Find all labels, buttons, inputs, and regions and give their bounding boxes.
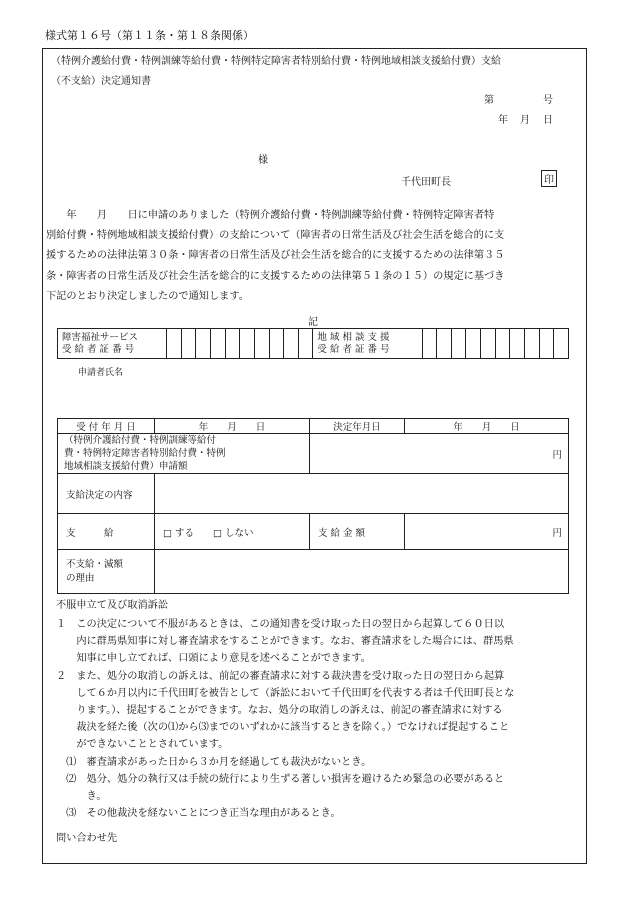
decision-table	[57, 418, 569, 594]
appeal-line: １ この決定について不服があるときは、この通知書を受け取った日の翌日から起算して６０日以	[56, 619, 505, 630]
addressee-suffix: 様	[258, 155, 268, 166]
appeal-line: き。	[56, 791, 107, 803]
number-dai: 第	[484, 95, 494, 106]
application-amount-label	[58, 434, 310, 474]
decision-content-label: 支給決定の内容	[58, 474, 155, 514]
document-title: （特例介護給付費・特例訓練等給付費・特例特定障害者特別給付費・特例地域相談支援給付費）支給	[51, 56, 501, 67]
appeal-line: ２ また、処分の取消しの訴えは、前記の審査請求に対する裁決書を受け取った日の翌日から起算	[56, 670, 505, 682]
body-line: 条・障害者の日常生活及び社会生活を総合的に支援するための法律第５１条の１５）の規定に基づき	[46, 270, 505, 282]
date-day: 日	[543, 115, 553, 126]
regional-cert-label	[313, 329, 422, 359]
payment-label: 支 給	[58, 514, 155, 550]
label-line: 費・特例特定障害者特別給付費・特例	[64, 448, 226, 459]
label-line: 障害福祉サービス	[62, 331, 139, 343]
issuer-name: 千代田町長	[401, 177, 451, 188]
decision-content-value[interactable]	[155, 474, 569, 514]
digit-cell[interactable]	[524, 329, 539, 359]
digit-cell[interactable]	[167, 329, 182, 359]
form-number: 様式第１６号（第１１条・第１８条関係）	[45, 29, 254, 42]
appeal-line: ⑵ 処分、処分の執行又は手続の続行により生ずる著しい損害を避けるため緊急の必要があると	[56, 773, 505, 785]
received-date-label: 受 付 年 月 日	[58, 419, 155, 434]
digit-cell[interactable]	[539, 329, 554, 359]
digit-cell[interactable]	[495, 329, 510, 359]
digit-cell[interactable]	[181, 329, 196, 359]
digit-cell[interactable]	[451, 329, 466, 359]
digit-cell[interactable]	[437, 329, 452, 359]
digit-cell[interactable]	[225, 329, 240, 359]
appeal-line: ⑶ その他裁決を経ないことにつき正当な理由があるとき。	[56, 808, 341, 820]
payment-options[interactable]: □ する □ しない	[155, 514, 310, 550]
notice-body	[46, 206, 586, 307]
digit-cell[interactable]	[466, 329, 481, 359]
appeal-line: ります。）、提起することができます。なお、処分の取消しの訴えは、前記の審査請求に対する	[56, 705, 503, 717]
label-line: 地 域 相 談 支 援	[317, 331, 390, 343]
digit-cell[interactable]	[554, 329, 569, 359]
label-line: 受 給 者 証 番 号	[62, 343, 135, 355]
body-line: 援するための法律法第３０条・障害者の日常生活及び社会生活を総合的に支援するための法律第３５	[46, 250, 505, 262]
decision-date-value[interactable]: 年 月 日	[405, 419, 569, 434]
digit-cell[interactable]	[510, 329, 525, 359]
body-line: 下記のとおり決定しましたので通知します。	[46, 290, 249, 302]
digit-cell[interactable]	[211, 329, 226, 359]
appeal-line: して６か月以内に千代田町を被告として（訴訟において千代田町を代表する者は千代田町長とな	[56, 687, 515, 699]
label-line: 不支給・減額	[66, 558, 124, 570]
digit-cell[interactable]	[298, 329, 313, 359]
digit-cell[interactable]	[240, 329, 255, 359]
disability-cert-label	[58, 329, 167, 359]
label-line: （特例介護給付費・特例訓練等給付	[64, 435, 217, 446]
body-line: 年 月 日に申請のありました（特例介護給付費・特例訓練等給付費・特例特定障害者特	[46, 210, 495, 221]
seal-mark: 印	[541, 170, 557, 187]
decision-date-label: 決定年月日	[310, 419, 405, 434]
label-line: 地域相談支援給付費）申請額	[64, 461, 188, 472]
digit-cell[interactable]	[196, 329, 211, 359]
ki-heading: 記	[308, 317, 318, 328]
appeal-text	[56, 616, 514, 822]
application-amount-value[interactable]: 円	[310, 434, 569, 474]
appeal-line: 知事に申し立てれば、口頭により意見を述べることができます。	[56, 653, 371, 665]
label-line: 受 給 者 証 番 号	[317, 343, 390, 355]
label-line: の理由	[66, 572, 95, 584]
document-title-line2: （不支給）決定通知書	[51, 76, 151, 87]
reason-label	[58, 550, 155, 594]
inquiry-label: 問い合わせ先	[56, 833, 118, 844]
applicant-name-label: 申請者氏名	[78, 368, 124, 378]
payment-amount-label: 支 給 金 額	[310, 514, 405, 550]
received-date-value[interactable]: 年 月 日	[155, 419, 310, 434]
appeal-line: ができないこととされています。	[56, 739, 229, 751]
number-go: 号	[543, 95, 553, 106]
digit-cell[interactable]	[422, 329, 437, 359]
reason-value[interactable]	[155, 550, 569, 594]
digit-cell[interactable]	[284, 329, 299, 359]
appeal-heading: 不服申立て及び取消訴訟	[56, 600, 169, 611]
date-month: 月	[520, 115, 530, 126]
body-line: 別給付費・特例地域相談支援給付費）の支給について（障害者の日常生活及び社会生活を総合的に支	[46, 230, 505, 242]
appeal-line: ⑴ 審査請求があった日から３か月を経過しても裁決がないとき。	[56, 756, 372, 768]
digit-cell[interactable]	[254, 329, 269, 359]
digit-cell[interactable]	[481, 329, 496, 359]
appeal-line: 裁決を経た後（次の⑴から⑶までのいずれかに該当するときを除く。）でなければ提起すること	[56, 722, 510, 734]
date-year: 年	[498, 115, 508, 126]
payment-amount-value[interactable]: 円	[405, 514, 569, 550]
certificate-number-table	[57, 328, 569, 359]
digit-cell[interactable]	[269, 329, 284, 359]
appeal-line: 内に群馬県知事に対し審査請求をすることができます。なお、審査請求をした場合には、群馬県	[56, 636, 514, 648]
